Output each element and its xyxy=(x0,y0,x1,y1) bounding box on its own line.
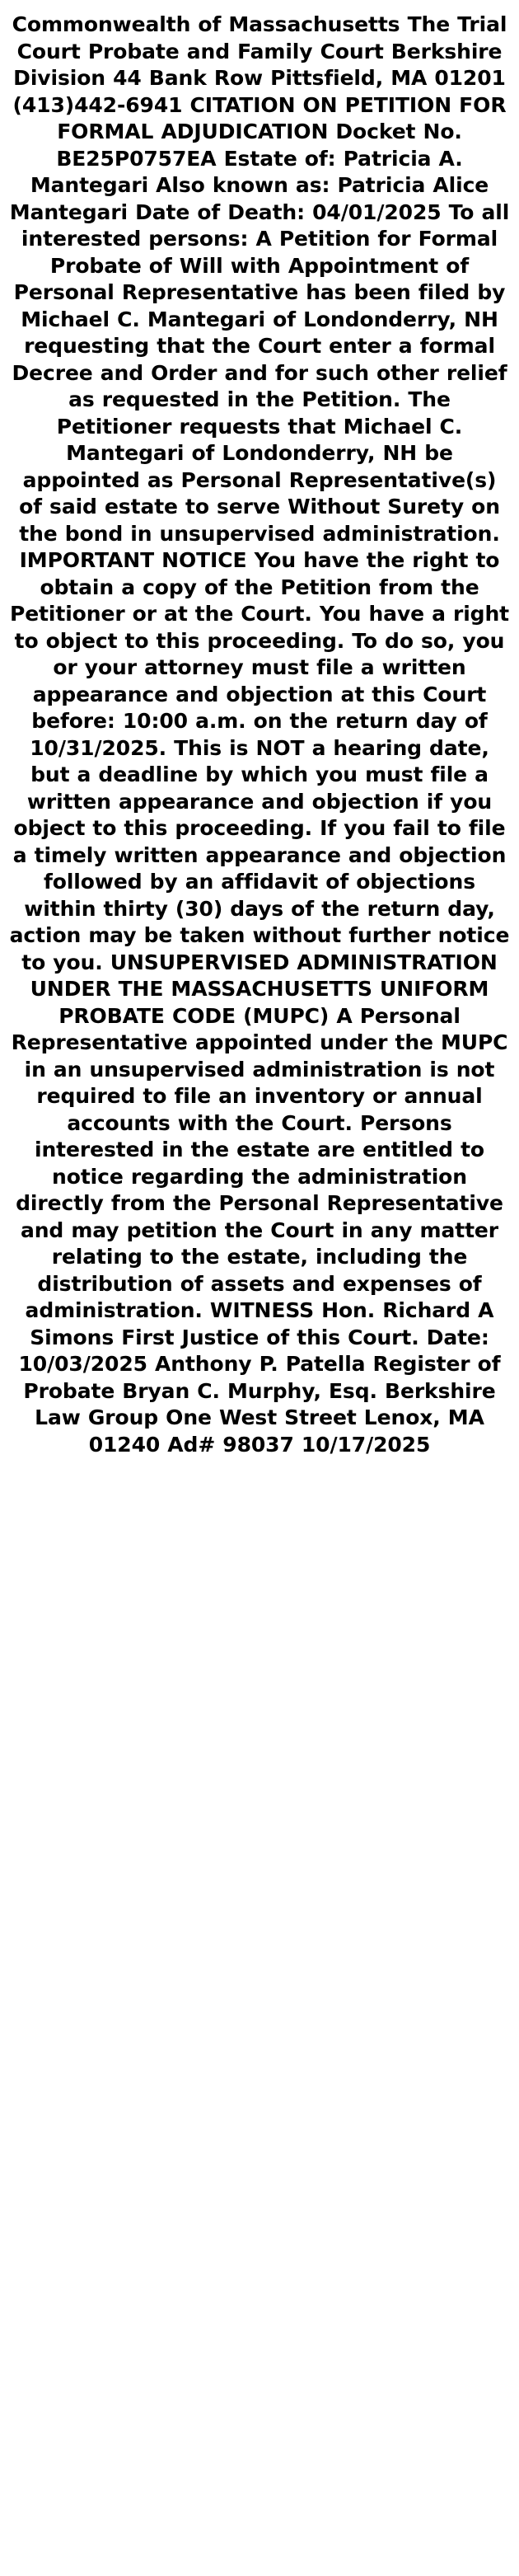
notice-body-text: Commonwealth of Massachusetts The Trial Court Probate and Family Court Berkshire Division 44 Bank Row Pittsfield, MA 01201 (413)442-6941 CITATION ON PETITION FOR FORMAL ADJUDICATION Docket No. BE25P0757EA Estate of: Patricia A. Mantegari Also known as: Patricia Alice Mantegari Date of Death: 04/01/2025 To all interested persons: A Petition for Formal Probate of Will with Appointment of Personal Representative has been filed by Michael C. Mantegari of Londonderry, NH requesting that the Court enter a formal Decree and Order and for such other relief as requested in the Petition. The Petitioner requests that Michael C. Mantegari of Londonderry, NH be appointed as Personal Representative(s) of said estate to serve Without Surety on the bond in unsupervised administration. IMPORTANT NOTICE You have the right to obtain a copy of the Petition from the Petitioner or at the Court. You have a right to object to this proceeding. To do so, you or your attorney must file a written appearance and objection at this Court before: 10:00 a.m. on the return day of 10/31/2025. This is NOT a hearing date, but a deadline by which you must file a written appearance and objection if you object to this proceeding. If you fail to file a timely written appearance and objection followed by an affidavit of objections within thirty (30) days of the return day, action may be taken without further notice to you. UNSUPERVISED ADMINISTRATION UNDER THE MASSACHUSETTS UNIFORM PROBATE CODE (MUPC) A Personal Representative appointed under the MUPC in an unsupervised administration is not required to file an inventory or annual accounts with the Court. Persons interested in the estate are entitled to notice regarding the administration directly from the Personal Representative and may petition the Court in any matter relating to the estate, including the distribution of assets and expenses of administration. WITNESS Hon. Richard A Simons First Justice of this Court. Date: 10/03/2025 Anthony P. Patella Register of Probate Bryan C. Murphy, Esq. Berkshire Law Group One West Street Lenox, MA 01240 Ad# 98037 10/17/2025 xyxy=(9,12,510,1457)
